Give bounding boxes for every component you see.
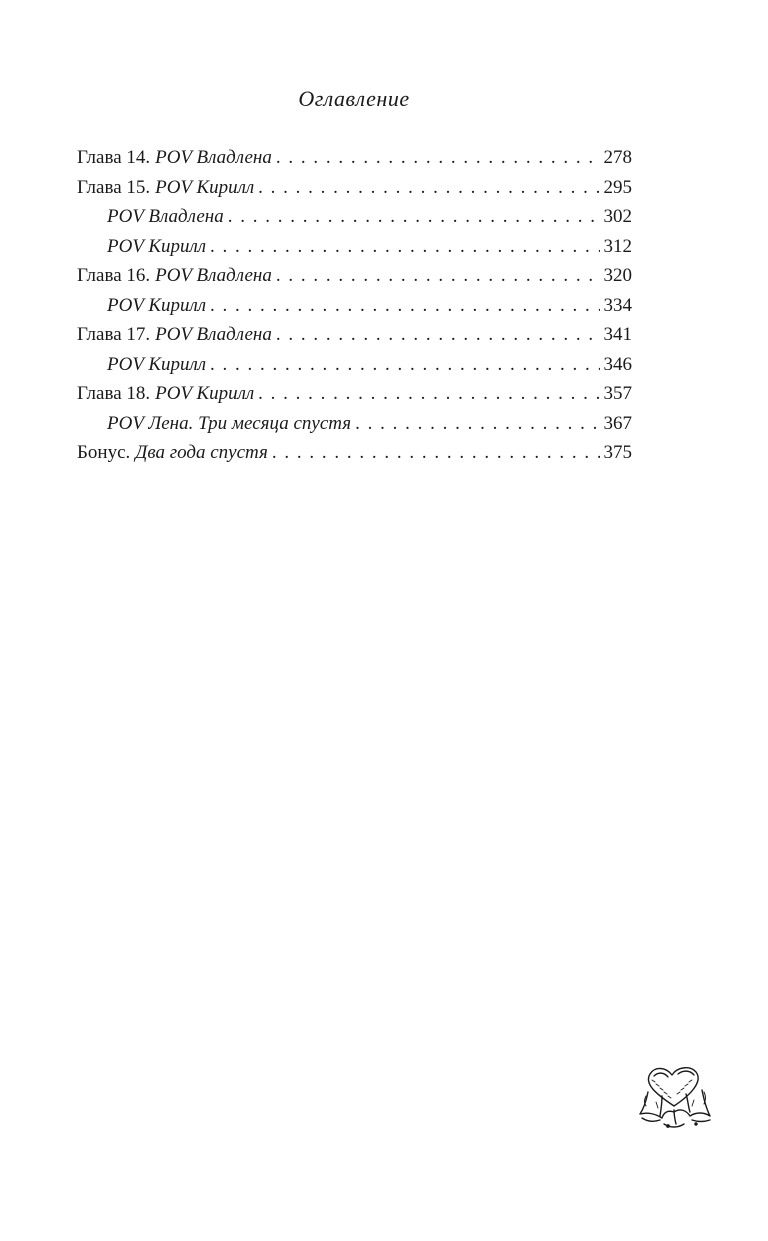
toc-entry-page: 346 (603, 353, 632, 375)
toc-subentry[interactable] (77, 350, 632, 380)
toc-entry[interactable] (77, 379, 632, 409)
toc-entry-prefix: Глава 16. (77, 265, 151, 286)
toc-leader-dots (276, 143, 600, 173)
toc-entry-prefix: Глава 18. (77, 383, 151, 404)
toc-entry-title: POV Кирилл (107, 353, 207, 375)
toc-entry-title: POV Владлена (155, 265, 272, 286)
toc-entry-title: POV Лена. Три месяца спустя (107, 412, 352, 434)
toc-entry-prefix: Глава 17. (77, 324, 151, 345)
toc-entry-prefix: Глава 15. (77, 176, 151, 198)
toc-entry[interactable] (77, 173, 632, 203)
toc-entry-title: POV Владлена (155, 147, 272, 168)
toc-entry-title: POV Кирилл (155, 383, 255, 404)
toc-leader-dots (210, 291, 599, 321)
toc-leader-dots (276, 320, 600, 350)
melting-heart-icon (634, 1062, 714, 1134)
toc-entry-page: 367 (603, 412, 632, 434)
toc-entry-page: 312 (603, 235, 632, 257)
toc-entry-page: 334 (603, 294, 632, 316)
toc-entry-prefix: Бонус. (77, 442, 131, 463)
toc-entry-title: POV Кирилл (107, 294, 207, 316)
toc-subentry[interactable] (77, 409, 632, 439)
toc-entry[interactable] (77, 320, 632, 350)
toc-entry-title: POV Владлена (155, 324, 272, 345)
toc-entry-page: 278 (603, 147, 632, 168)
toc-leader-dots (272, 438, 600, 468)
toc-entry-page: 375 (603, 442, 632, 463)
toc-entry-page: 341 (603, 324, 632, 345)
toc-leader-dots (258, 173, 599, 203)
toc-leader-dots (258, 379, 599, 409)
toc-leader-dots (210, 232, 599, 262)
toc-leader-dots (276, 261, 600, 291)
toc-subentry[interactable] (77, 232, 632, 262)
toc-entry-page: 295 (603, 176, 632, 198)
toc-entry-title: POV Кирилл (155, 176, 255, 198)
toc-entry-prefix: Глава 14. (77, 147, 151, 168)
toc-entry[interactable] (77, 438, 632, 468)
toc-subentry[interactable] (77, 202, 632, 232)
toc-entry[interactable] (77, 143, 632, 173)
toc-entry-page: 302 (603, 206, 632, 227)
page-title: Оглавление (298, 86, 410, 111)
toc-entry-page: 320 (603, 265, 632, 286)
toc-entry-title: POV Владлена (107, 206, 224, 227)
table-of-contents (77, 143, 632, 468)
toc-leader-dots (355, 409, 599, 439)
toc-subentry[interactable] (77, 291, 632, 321)
toc-leader-dots (210, 350, 599, 380)
toc-entry-page: 357 (603, 383, 632, 404)
toc-leader-dots (228, 202, 600, 232)
toc-entry[interactable] (77, 261, 632, 291)
toc-entry-title: POV Кирилл (107, 235, 207, 257)
toc-entry-title: Два года спустя (135, 442, 268, 463)
